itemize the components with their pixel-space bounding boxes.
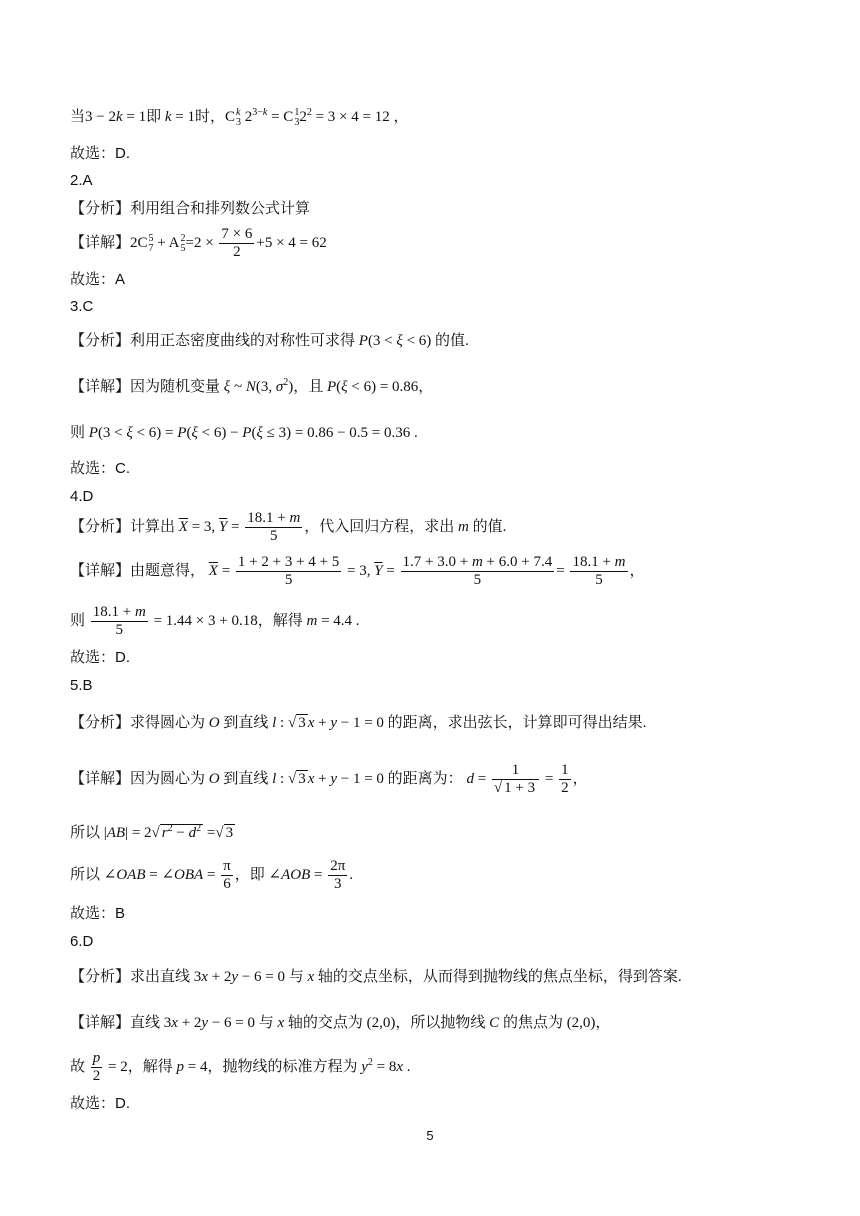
- line-22: 故选：B: [70, 905, 126, 922]
- line-15: 则 $\frac{18.1 + m}{5}$ = 1.44 × 3 + 0.18，解得 m = 4.4 .: [70, 604, 360, 638]
- line-23: 6.D: [70, 933, 94, 950]
- line-2: 故选：D.: [70, 145, 131, 162]
- line-21: 所以 ∠OAB = ∠OBA = $\frac{\pi}{6}$ ，即 ∠AOB = $\frac{2\pi}{3}$ .: [70, 858, 354, 892]
- page-number: 5: [426, 1128, 434, 1143]
- line-3: 2.A: [70, 172, 93, 189]
- fraction: $\frac{\pi}{6}$: [223, 858, 231, 892]
- line-19: 【详解】因为圆心为 O 到直线 l : √ 3 x + y − 1 = 0 的距离为： d = $\frac{1}{√ 1 + 3}$ = $\frac{1}{2}$ ，: [70, 762, 588, 796]
- line-6: 故选：A: [70, 271, 126, 288]
- line-11: 故选：C.: [70, 460, 131, 477]
- line-9: 【详解】因为随机变量 ξ ~ N(3, $\sigma^2$)，且 P(ξ < 6) = 0.86，: [70, 377, 434, 395]
- line-27: 故选：D.: [70, 1095, 131, 1112]
- fraction: $\frac{18.1 + m}{5}$: [92, 604, 146, 638]
- line-4: 【分析】利用组合和排列数公式计算: [70, 200, 311, 217]
- fraction: $\frac{p}{2}$: [92, 1050, 101, 1084]
- line-7: 3.C: [70, 298, 94, 315]
- line-18: 【分析】求得圆心为 O 到直线 l : √ 3 x + y − 1 = 0 的距离，求出弦长，计算即可得出结果.: [70, 715, 647, 731]
- line-13: 【分析】计算出 $\overline{X} = 3$, $\overline{Y}$ = $\frac{18.1 + m}{5}$ ，代入回归方程，求出 m 的值.: [70, 510, 507, 544]
- fraction: $\frac{2\pi}{3}$: [330, 858, 346, 892]
- line-26: 故 $\frac{p}{2}$ = 2，解得 p = 4，抛物线的标准方程为 $y^2 = 8x$ .: [70, 1050, 411, 1084]
- line-1: 当3 − 2k = 1即 k = 1时，C k 3 $2^{3-k} = C$ 1 3 $2^2 = 3 \times 4 = 12$ ，: [70, 106, 409, 128]
- fraction: $\frac{7 \times 6}{2}$: [221, 226, 253, 260]
- fraction: $\frac{1}{2}$: [561, 762, 569, 796]
- fraction: $\frac{18.1 + m}{5}$: [572, 554, 626, 588]
- line-17: 5.B: [70, 677, 93, 694]
- fraction: $\frac{18.1 + m}{5}$: [247, 510, 301, 544]
- line-8: 【分析】利用正态密度曲线的对称性可求得 P(3 < ξ < 6) 的值.: [70, 333, 469, 349]
- line-14: 【详解】由题意得， $\overline{X}$ = $\frac{1 + 2 + 3 + 4 + 5}{5}$ = 3, $\overline{Y}$ = $\frac{1.7 + 3.0 + m + 6.0 + 7.4}{5}$ = $\frac{18.1 + m}{5}$ ，: [70, 554, 645, 588]
- fraction: $\frac{1 + 2 + 3 + 4 + 5}{5}$: [237, 554, 340, 588]
- line-10: 则 P(3 < ξ < 6) = P(ξ < 6) − P(ξ ≤ 3) = 0.86 − 0.5 = 0.36 .: [70, 425, 418, 441]
- line-20: 所以 |AB| = 2√ $r^2 - d^2$ =√ 3: [70, 823, 234, 841]
- fraction: $\frac{1}{√ 1 + 3}$: [492, 762, 539, 797]
- line-5: 【详解】2C 5 7 + A 2 5 =2 × $\frac{7 \times 6}{2}$ +5 × 4 = 62: [70, 226, 327, 260]
- fraction: $\frac{1.7 + 3.0 + m + 6.0 + 7.4}{5}$: [402, 554, 553, 588]
- line-25: 【详解】直线 3x + 2y − 6 = 0 与 x 轴的交点为 (2,0)，所以抛物线 C 的焦点为 (2,0)，: [70, 1015, 611, 1031]
- line-16: 故选：D.: [70, 649, 131, 666]
- line-24: 【分析】求出直线 3x + 2y − 6 = 0 与 x 轴的交点坐标，从而得到抛物线的焦点坐标，得到答案.: [70, 969, 682, 985]
- line-12: 4.D: [70, 488, 94, 505]
